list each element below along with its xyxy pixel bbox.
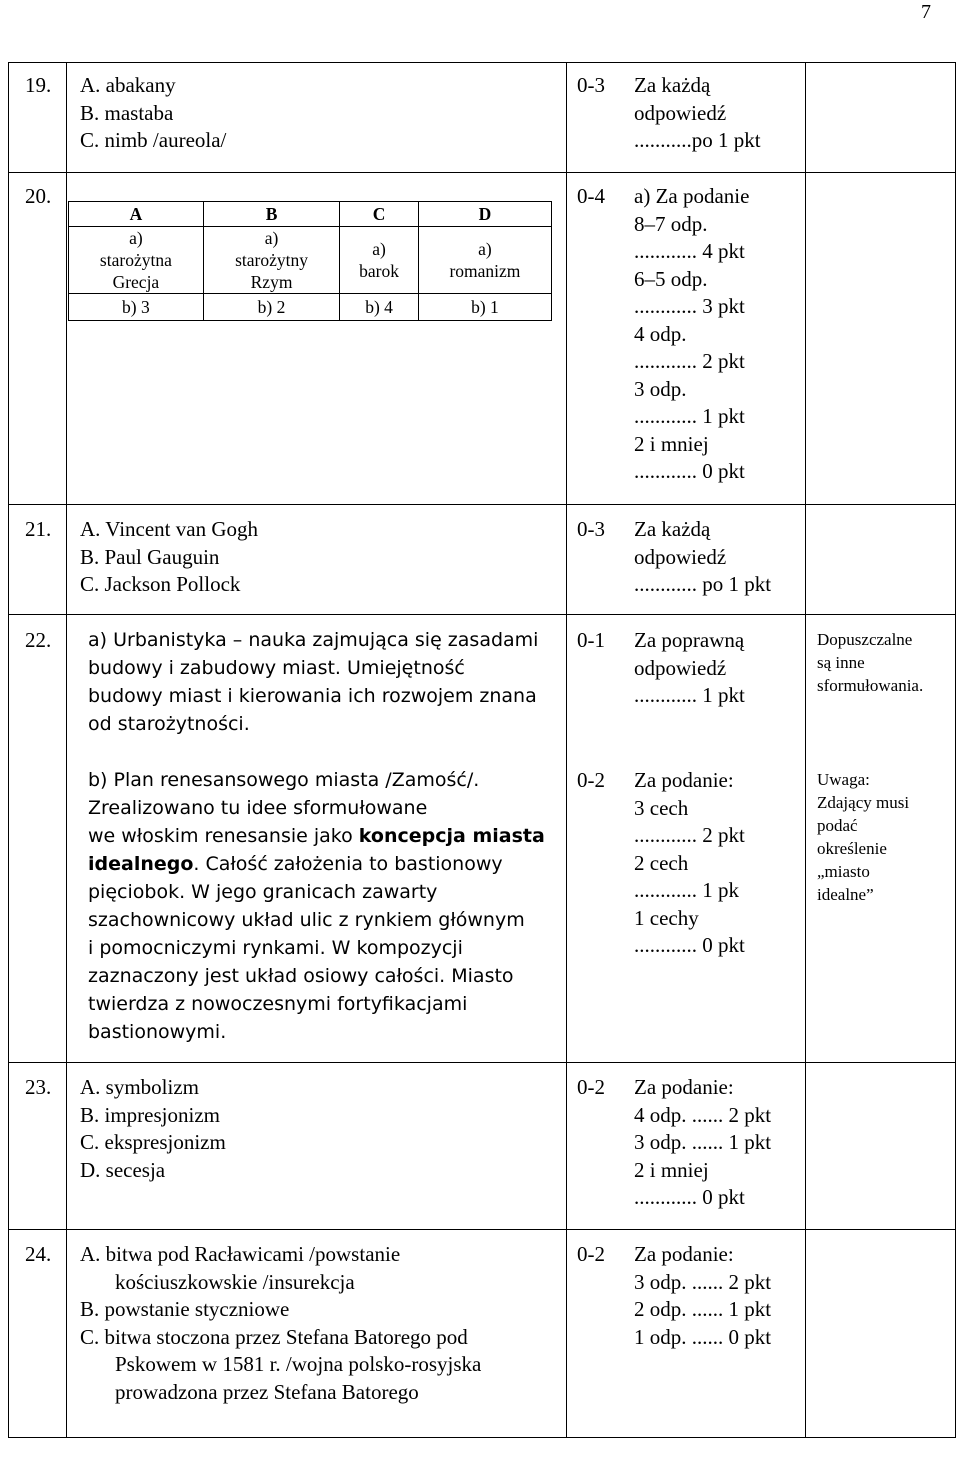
criteria-line: 2 cech [634, 850, 689, 875]
row-divider [8, 1062, 956, 1063]
table-cell: a) barok [340, 227, 419, 294]
scoring-criteria [634, 767, 745, 960]
answer-item: B. powstanie styczniowe [80, 1297, 290, 1321]
style-matching-table [68, 201, 552, 321]
answer-line: Zrealizowano tu idee sformułowane [88, 797, 428, 819]
question-number: 19. [25, 73, 52, 97]
points-range: 0-3 [577, 73, 605, 97]
answer-text-run: . Całość założenia to bastionowy [193, 853, 503, 875]
answer-line [88, 850, 545, 878]
criteria-line: odpowiedź [634, 544, 727, 569]
answer-list [80, 1074, 226, 1184]
page-number: 7 [921, 1, 931, 23]
question-number: 20. [25, 184, 52, 208]
answer-line: bastionowymi. [88, 1021, 227, 1043]
criteria-line: Za podanie: [634, 1242, 734, 1266]
note-line: Uwaga: [817, 770, 870, 789]
points-range: 0-4 [577, 184, 605, 208]
criteria-line: 4 odp. [634, 321, 687, 346]
criteria-line: 1 odp. ...... 0 pkt [634, 1324, 772, 1349]
note-line: „miasto [817, 862, 870, 881]
answer-item: C. ekspresjonizm [80, 1130, 226, 1154]
scoring-criteria [634, 72, 761, 155]
answer-item: A. bitwa pod Racławicami /powstanie [80, 1242, 401, 1266]
answer-line: i pomocniczymi rynkami. W kompozycji [88, 937, 463, 959]
answer-line: budowy miast i kierowania ich rozwojem znana [88, 685, 537, 707]
criteria-line: ............ 0 pkt [634, 1185, 745, 1209]
note-line: Zdający musi [817, 793, 910, 812]
criteria-line: ............ 1 pkt [634, 683, 745, 707]
question-number: 24. [25, 1242, 52, 1266]
answer-item: A. symbolizm [80, 1075, 199, 1099]
note-line: podać [817, 816, 858, 835]
answer-line: twierdza z nowoczesnymi fortyfikacjami [88, 993, 468, 1015]
column-header: C [340, 202, 419, 227]
answer-item: D. secesja [80, 1157, 166, 1182]
answer-item: B. Paul Gauguin [80, 544, 220, 569]
criteria-line: 3 cech [634, 795, 689, 820]
answer-list [80, 1241, 481, 1406]
criteria-line: Za podanie: [634, 768, 734, 792]
criteria-line: 4 odp. ...... 2 pkt [634, 1102, 772, 1127]
criteria-line: 3 odp. ...... 1 pkt [634, 1130, 772, 1154]
answer-item-continuation: Pskowem w 1581 r. /wojna polsko-rosyjska [115, 1352, 482, 1376]
note-line: są inne [817, 653, 865, 672]
table-cell: a) starożytny Rzym [203, 227, 340, 294]
key-term: idealnego [88, 853, 194, 875]
note-line: Dopuszczalne [817, 630, 913, 649]
scoring-criteria [634, 627, 745, 710]
key-term: koncepcja miasta [358, 825, 545, 847]
note-line: idealne” [817, 885, 874, 904]
answer-item: C. bitwa stoczona przez Stefana Batorego pod [80, 1324, 468, 1349]
criteria-line: 3 odp. ...... 2 pkt [634, 1269, 772, 1294]
row-divider [8, 504, 956, 505]
points-range: 0-2 [577, 768, 605, 792]
points-range: 0-2 [577, 1075, 605, 1099]
criteria-line: ............ 2 pkt [634, 823, 745, 847]
question-number: 21. [25, 517, 52, 541]
column-header: B [203, 202, 340, 227]
criteria-line: ...........po 1 pkt [634, 128, 761, 152]
question-number: 22. [25, 628, 52, 652]
answer-item: C. nimb /aureola/ [80, 128, 227, 152]
answer-line: szachownicowy układ ulic z rynkiem głównym [88, 909, 525, 931]
criteria-line: odpowiedź [634, 100, 727, 125]
answer-line: pięciobok. W jego granicach zawarty [88, 881, 438, 903]
answer-text-run: we włoskim renesansie jako [88, 825, 359, 847]
row-divider [8, 1229, 956, 1230]
answer-text [88, 766, 545, 1046]
answer-item: C. Jackson Pollock [80, 572, 241, 596]
criteria-line: 1 cechy [634, 905, 699, 930]
answer-line: zaznaczony jest układ osiowy całości. Miasto [88, 965, 514, 987]
criteria-line: ............ 1 pkt [634, 404, 745, 428]
points-range: 0-2 [577, 1242, 605, 1266]
criteria-line: Za każdą [634, 73, 711, 97]
row-divider [8, 172, 956, 173]
criteria-line: odpowiedź [634, 655, 727, 680]
column-divider [66, 62, 67, 1437]
scoring-criteria [634, 1241, 771, 1351]
answer-line: budowy i zabudowy miast. Umiejętność [88, 657, 465, 679]
column-divider [566, 62, 567, 1437]
note-line: sformułowania. [817, 676, 924, 695]
criteria-line: ............ 2 pkt [634, 349, 745, 373]
question-number: 23. [25, 1075, 52, 1099]
answer-item: B. mastaba [80, 100, 174, 125]
column-divider [805, 62, 806, 1437]
column-header: A [69, 202, 204, 227]
row-divider [8, 614, 956, 615]
answer-item: A. abakany [80, 73, 176, 97]
table-cell: a) romanizm [418, 227, 551, 294]
answer-line [88, 822, 545, 850]
points-range: 0-1 [577, 628, 605, 652]
criteria-line: Za podanie: [634, 1075, 734, 1099]
answer-item: B. impresjonizm [80, 1102, 220, 1127]
criteria-line: ............ 0 pkt [634, 933, 745, 957]
column-header: D [418, 202, 551, 227]
scoring-criteria [634, 516, 771, 599]
criteria-line: a) Za podanie [634, 184, 750, 208]
table-top-border [8, 62, 956, 63]
criteria-line: ............ 3 pkt [634, 294, 745, 318]
answer-item: A. Vincent van Gogh [80, 517, 258, 541]
criteria-line: 2 odp. ...... 1 pkt [634, 1297, 772, 1321]
table-cell: b) 3 [69, 294, 204, 321]
answer-list [80, 72, 226, 155]
answer-item-continuation: kościuszkowskie /insurekcja [115, 1269, 355, 1294]
criteria-line: 8–7 odp. [634, 211, 708, 236]
answer-text [88, 626, 538, 738]
criteria-line: ............ 0 pkt [634, 459, 745, 483]
examiner-note [817, 768, 909, 906]
table-cell: b) 2 [203, 294, 340, 321]
scoring-criteria [634, 183, 749, 486]
answer-line: od starożytności. [88, 713, 250, 735]
criteria-line: 2 i mniej [634, 431, 709, 456]
answer-line: a) Urbanistyka – nauka zajmująca się zasadami [88, 629, 539, 651]
table-cell: b) 1 [418, 294, 551, 321]
answer-item-continuation: prowadzona przez Stefana Batorego [115, 1379, 419, 1404]
criteria-line: 3 odp. [634, 376, 687, 401]
answer-line: b) Plan renesansowego miasta /Zamość/. [88, 769, 480, 791]
criteria-line: 6–5 odp. [634, 266, 708, 291]
criteria-line: 2 i mniej [634, 1157, 709, 1182]
answer-list [80, 516, 258, 599]
table-cell: a) starożytna Grecja [69, 227, 204, 294]
criteria-line: ............ po 1 pkt [634, 572, 772, 596]
points-range: 0-3 [577, 517, 605, 541]
examiner-note [817, 628, 923, 697]
scoring-criteria [634, 1074, 771, 1212]
table-cell: b) 4 [340, 294, 419, 321]
criteria-line: Za każdą [634, 517, 711, 541]
criteria-line: ............ 4 pkt [634, 239, 745, 263]
criteria-line: Za poprawną [634, 628, 745, 652]
note-line: określenie [817, 839, 887, 858]
criteria-line: ............ 1 pk [634, 878, 739, 902]
